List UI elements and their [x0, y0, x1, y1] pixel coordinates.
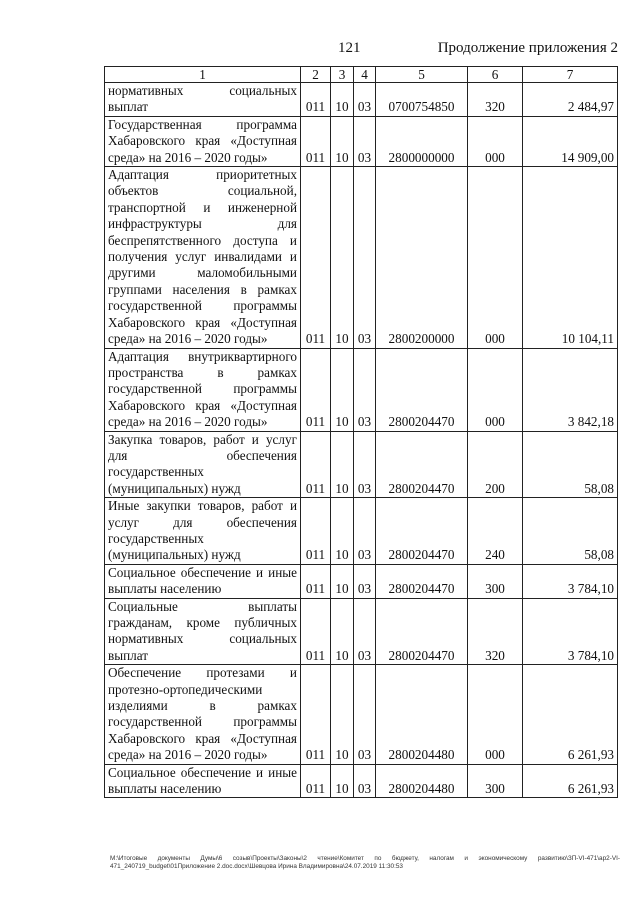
section-code: 10 — [331, 564, 354, 598]
target-article-code: 2800200000 — [376, 167, 468, 348]
ministry-code: 011 — [301, 598, 331, 665]
target-article-code: 2800204480 — [376, 665, 468, 764]
target-article-code: 2800204470 — [376, 564, 468, 598]
ministry-code: 011 — [301, 167, 331, 348]
table-row — [105, 564, 618, 598]
target-article-code: 2800000000 — [376, 116, 468, 166]
subsection-code: 03 — [354, 564, 376, 598]
target-article-code: 2800204470 — [376, 348, 468, 431]
expense-type-code: 200 — [468, 431, 523, 498]
target-article-code: 2800204470 — [376, 598, 468, 665]
continuation-label: Продолжение приложения 2 — [437, 40, 618, 56]
ministry-code: 011 — [301, 348, 331, 431]
column-header: 3 — [331, 67, 354, 83]
column-header: 5 — [376, 67, 468, 83]
row-name: Социальное обеспечение и иные выплаты населению — [105, 764, 301, 798]
section-code: 10 — [331, 116, 354, 166]
subsection-code: 03 — [354, 598, 376, 665]
amount: 6 261,93 — [523, 764, 618, 798]
table-row — [105, 498, 618, 565]
amount: 3 784,10 — [523, 564, 618, 598]
table-row — [105, 348, 618, 431]
expense-type-code: 000 — [468, 665, 523, 764]
column-header: 6 — [468, 67, 523, 83]
section-code: 10 — [331, 83, 354, 117]
expense-type-code: 320 — [468, 83, 523, 117]
row-name: Закупка товаров, работ и услуг для обеспечения государственных (муниципальных) нужд — [105, 431, 301, 498]
row-name: нормативных социальных выплат — [105, 83, 301, 117]
table-row — [105, 764, 618, 798]
column-number-row — [105, 67, 618, 83]
table-row — [105, 665, 618, 764]
column-header: 2 — [301, 67, 331, 83]
document-path-footer: M:\Итоговые документы Думы\6 созыв\Проекты\Законы\2 чтение\Комитет по бюджету, налогам и экономическому развитию\ЗП-VI-471\ap2-VI-471_240719_budget\01Приложение 2.doc.docx\Шевцова Ирина Владимировна\24.07.2019 11:30:53 — [110, 855, 620, 870]
amount: 58,08 — [523, 431, 618, 498]
subsection-code: 03 — [354, 348, 376, 431]
expense-type-code: 320 — [468, 598, 523, 665]
row-name: Социальное обеспечение и иные выплаты населению — [105, 564, 301, 598]
row-name: Адаптация приоритетных объектов социальной, транспортной и инженерной инфраструктуры для беспрепятственного доступа и получения услуг инвалидами и другими маломобильными группами населения в рамках государственной программы Хабаровского края «Доступная среда» на 2016 – 2020 годы» — [105, 167, 301, 348]
section-code: 10 — [331, 598, 354, 665]
subsection-code: 03 — [354, 83, 376, 117]
row-name: Обеспечение протезами и протезно-ортопедическими изделиями в рамках государственной программы Хабаровского края «Доступная среда» на 2016 – 2020 годы» — [105, 665, 301, 764]
section-code: 10 — [331, 167, 354, 348]
column-header: 4 — [354, 67, 376, 83]
ministry-code: 011 — [301, 431, 331, 498]
expense-type-code: 240 — [468, 498, 523, 565]
expense-type-code: 000 — [468, 116, 523, 166]
amount: 14 909,00 — [523, 116, 618, 166]
section-code: 10 — [331, 498, 354, 565]
section-code: 10 — [331, 665, 354, 764]
row-name: Социальные выплаты гражданам, кроме публичных нормативных социальных выплат — [105, 598, 301, 665]
subsection-code: 03 — [354, 431, 376, 498]
table-row — [105, 167, 618, 348]
table-row — [105, 83, 618, 117]
subsection-code: 03 — [354, 764, 376, 798]
expense-type-code: 000 — [468, 348, 523, 431]
amount: 3 784,10 — [523, 598, 618, 665]
row-name: Адаптация внутриквартирного пространства в рамках государственной программы Хабаровского края «Доступная среда» на 2016 – 2020 годы» — [105, 348, 301, 431]
amount: 2 484,97 — [523, 83, 618, 117]
section-code: 10 — [331, 348, 354, 431]
target-article-code: 0700754850 — [376, 83, 468, 117]
section-code: 10 — [331, 431, 354, 498]
ministry-code: 011 — [301, 764, 331, 798]
row-name: Государственная программа Хабаровского края «Доступная среда» на 2016 – 2020 годы» — [105, 116, 301, 166]
ministry-code: 011 — [301, 665, 331, 764]
target-article-code: 2800204480 — [376, 764, 468, 798]
section-code: 10 — [331, 764, 354, 798]
ministry-code: 011 — [301, 498, 331, 565]
subsection-code: 03 — [354, 665, 376, 764]
amount: 6 261,93 — [523, 665, 618, 764]
table-row — [105, 431, 618, 498]
expense-type-code: 300 — [468, 564, 523, 598]
column-header: 7 — [523, 67, 618, 83]
ministry-code: 011 — [301, 564, 331, 598]
subsection-code: 03 — [354, 116, 376, 166]
amount: 3 842,18 — [523, 348, 618, 431]
subsection-code: 03 — [354, 167, 376, 348]
subsection-code: 03 — [354, 498, 376, 565]
target-article-code: 2800204470 — [376, 431, 468, 498]
expense-type-code: 300 — [468, 764, 523, 798]
expense-type-code: 000 — [468, 167, 523, 348]
table-row — [105, 116, 618, 166]
table-row — [105, 598, 618, 665]
ministry-code: 011 — [301, 83, 331, 117]
amount: 58,08 — [523, 498, 618, 565]
page-number: 121 — [338, 40, 361, 56]
row-name: Иные закупки товаров, работ и услуг для обеспечения государственных (муниципальных) нужд — [105, 498, 301, 565]
amount: 10 104,11 — [523, 167, 618, 348]
target-article-code: 2800204470 — [376, 498, 468, 565]
ministry-code: 011 — [301, 116, 331, 166]
column-header: 1 — [105, 67, 301, 83]
budget-table — [104, 66, 618, 798]
